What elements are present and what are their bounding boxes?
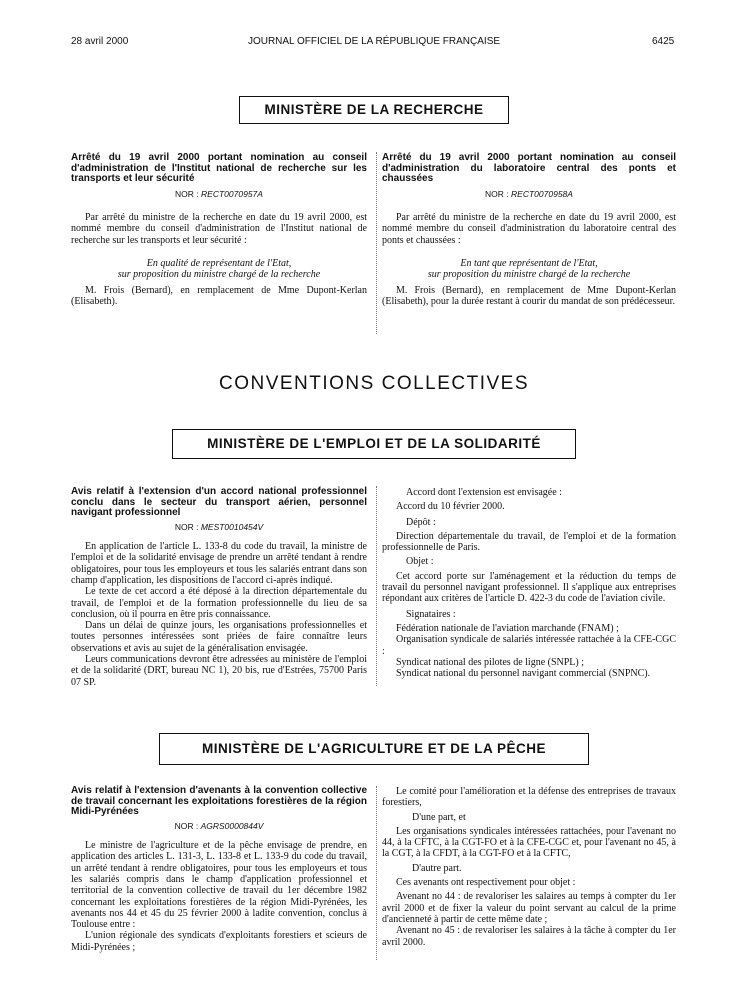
paragraph: En application de l'article L. 133-8 du code du travail, la ministre de l'emploi et de la solidarité envisage de prendre un arrêté tendant à rendre obligatoires, pour tous les employeurs et tous les salariés entrant dans son champ d'application, les dispositions de l'accord ci-après indiqué.: [71, 541, 367, 586]
header-date: 28 avril 2000: [71, 36, 129, 47]
article-right-forestier: [382, 786, 676, 948]
paragraph: Les organisations syndicales intéressées rattachées, pour l'avenant no 44, à la CFTC, à la CGT-FO et à la CFE-CGC et, pour l'avenant no 45, à la CGT, à la CFDT, à la CGT-FO et à la CFTC,: [382, 825, 676, 860]
article-right-lcpc: [382, 153, 676, 307]
paragraph: M. Frois (Bernard), en remplacement de Mme Dupont-Kerlan (Elisabeth), pour la durée restant à courir du mandat de son prédécesseur.: [382, 284, 676, 307]
article-left-inrets: [71, 153, 367, 307]
article-heading: Avis relatif à l'extension d'un accord national professionnel conclu dans le secteur du transport aérien, personnel navigant professionnel: [71, 486, 367, 519]
article-heading: Avis relatif à l'extension d'avenants à la convention collective de travail concernant les exploitations forestières de la région Midi-Pyrénées: [71, 785, 367, 818]
column-divider: [376, 786, 377, 960]
nor-reference: NOR : RECT0070957A: [175, 188, 263, 199]
column-divider: [376, 152, 377, 334]
label: Signataires :: [406, 608, 456, 620]
header-page-number: 6425: [652, 36, 675, 47]
paragraph: Par arrêté du ministre de la recherche en date du 19 avril 2000, est nommé membre du conseil d'administration du laboratoire central des ponts et chaussées :: [382, 212, 676, 246]
header-journal: JOURNAL OFFICIEL DE LA RÉPUBLIQUE FRANÇAISE: [247, 36, 501, 47]
paragraph: Avenant no 44 : de revaloriser les salaires au temps à compter du 1er avril 2000 et de fixer la valeur du point servant au calcul de la prime d'ancienneté à partir de cette même date ;: [382, 891, 676, 925]
article-left-forestier: [71, 786, 367, 953]
italic-line: En qualité de représentant de l'Etat, sur proposition du ministre chargé de la recherche: [117, 257, 321, 281]
article-left-aerien: [71, 487, 367, 688]
paragraph: Accord du 10 février 2000.: [396, 501, 505, 513]
article-heading: Arrêté du 19 avril 2000 portant nomination au conseil d'administration de l'Institut national de recherche sur les transports et leur sécurité: [71, 152, 367, 185]
paragraph: Fédération nationale de l'aviation marchande (FNAM) ;: [396, 622, 619, 634]
section-title-recherche: MINISTÈRE DE LA RECHERCHE: [239, 96, 509, 124]
paragraph: L'union régionale des syndicats d'exploitants forestiers et scieurs de Midi-Pyrénées ;: [71, 930, 367, 953]
column-divider: [376, 486, 377, 686]
section-heading-conventions: CONVENTIONS COLLECTIVES: [218, 373, 530, 394]
italic-line: En tant que représentant de l'Etat, sur proposition du ministre chargé de la recherche: [427, 257, 631, 281]
label: Objet :: [406, 556, 434, 568]
nor-reference: NOR : AGRS0000844V: [174, 820, 264, 831]
article-heading: Arrêté du 19 avril 2000 portant nomination au conseil d'administration du laboratoire central des ponts et chaussées: [382, 152, 676, 185]
label: D'autre part.: [412, 862, 462, 874]
paragraph: M. Frois (Bernard), en remplacement de Mme Dupont-Kerlan (Elisabeth).: [71, 284, 367, 307]
nor-reference: NOR : RECT0070958A: [485, 188, 573, 199]
paragraph: Syndicat national des pilotes de ligne (SNPL) ;: [396, 656, 585, 668]
paragraph: Le comité pour l'amélioration et la défense des entreprises de travaux forestiers,: [382, 786, 676, 809]
nor-reference: NOR : MEST0010454V: [174, 521, 264, 532]
article-right-aerien: [382, 487, 676, 679]
paragraph: Par arrêté du ministre de la recherche en date du 19 avril 2000, est nommé membre du conseil d'administration de l'Institut national de recherche sur les transports et leur sécurité :: [71, 212, 367, 246]
paragraph: Leurs communications devront être adressées au ministère de l'emploi et de la solidarité (DRT, bureau NC 1), 20 bis, rue d'Estrées, 75700 Paris 07 SP.: [71, 654, 367, 688]
paragraph: Syndicat national du personnel navigant commercial (SNPNC).: [396, 668, 651, 680]
paragraph: Ces avenants ont respectivement pour objet :: [396, 877, 576, 889]
paragraph: Cet accord porte sur l'aménagement et la réduction du temps de travail du personnel navigant professionnel. Il s'applique aux entreprises répondant aux critères de l'article D. 422-3 du code de l'aviation civile.: [382, 570, 676, 605]
label: D'une part, et: [412, 811, 466, 823]
paragraph: Le ministre de l'agriculture et de la pêche envisage de prendre, en application des articles L. 131-3, L. 133-8 et L. 133-9 du code du travail, un arrêté tendant à rendre obligatoires, pour tous les employeurs et tous les salariés compris dans le champ d'application professionnel et territorial de la convention collective de travail du 1er décembre 1982 concernant les exploitations forestières de la région Midi-Pyrénées, les avenants nos 44 et 45 du 25 février 2000 à ladite convention, conclus à Toulouse entre :: [71, 840, 367, 931]
paragraph: Avenant no 45 : de revaloriser les salaires à la tâche à compter du 1er avril 2000.: [382, 925, 676, 948]
section-title-agriculture: MINISTÈRE DE L'AGRICULTURE ET DE LA PÊCHE: [159, 733, 589, 765]
paragraph: Organisation syndicale de salariés intéressée rattachée à la CFE-CGC :: [382, 634, 676, 657]
paragraph: Dans un délai de quinze jours, les organisations professionnelles et toutes personnes intéressées sont priées de faire connaître leurs observations et avis au sujet de la généralisation envisagée.: [71, 620, 367, 654]
paragraph: Le texte de cet accord a été déposé à la direction départementale du travail, de l'emploi et de la formation professionnelle du lieu de sa conclusion, où il pourra en être pris connaissance.: [71, 586, 367, 620]
paragraph: Direction départementale du travail, de l'emploi et de la formation professionnelle de Paris.: [382, 530, 676, 554]
section-title-emploi: MINISTÈRE DE L'EMPLOI ET DE LA SOLIDARITÉ: [172, 429, 576, 459]
paragraph: Accord dont l'extension est envisagée :: [406, 487, 562, 498]
label: Dépôt :: [406, 516, 436, 528]
